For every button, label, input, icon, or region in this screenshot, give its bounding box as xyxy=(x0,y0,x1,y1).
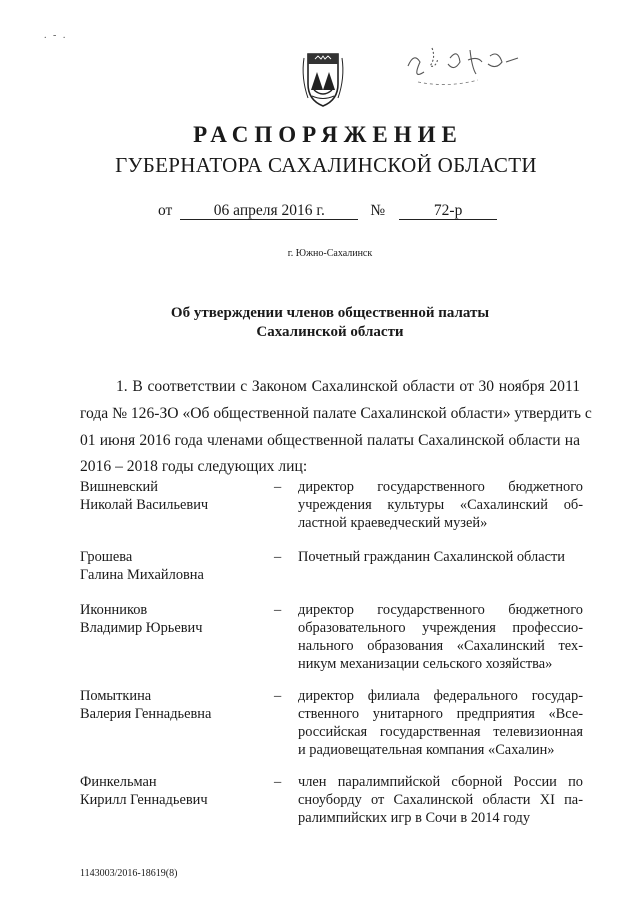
paragraph-line: года № 126-ЗО «Об общественной палате Сахалинской области» утвердить с xyxy=(80,404,592,422)
member-dash: – xyxy=(274,774,282,790)
member-given-name: Владимир Юрьевич xyxy=(80,620,203,636)
member-given-name: Валерия Геннадьевна xyxy=(80,706,212,722)
description-line: нального образования «Сахалинский тех- xyxy=(298,638,583,654)
document-subtitle: ГУБЕРНАТОРА САХАЛИНСКОЙ ОБЛАСТИ xyxy=(115,153,537,177)
member-description xyxy=(298,687,583,759)
description-line: директор филиала федерального государ- xyxy=(298,688,583,704)
description-line: и радиовещательная компания «Сахалин» xyxy=(298,742,555,758)
description-line: ственного унитарного предприятия «Все- xyxy=(298,706,583,722)
member-given-name: Николай Васильевич xyxy=(80,497,209,513)
description-line: никум механизации сельского хозяйства» xyxy=(298,656,553,672)
member-dash: – xyxy=(274,602,282,618)
description-line: ралимпийских игр в Сочи в 2014 году xyxy=(298,810,531,826)
paragraph-line: 01 июня 2016 года членами общественной палаты Сахалинской области на xyxy=(80,431,580,449)
heading-line-1: Об утверждении членов общественной палаты xyxy=(170,305,490,321)
member-given-name: Кирилл Геннадьевич xyxy=(80,792,208,808)
member-dash: – xyxy=(274,479,282,495)
member-surname: Финкельман xyxy=(80,774,157,790)
date-from-label: от xyxy=(158,202,173,219)
main-paragraph xyxy=(80,374,592,481)
description-line: российская государственная телевизионная xyxy=(298,724,583,740)
order-heading xyxy=(10,304,640,342)
member-surname: Иконников xyxy=(80,602,148,618)
member-surname: Грошева xyxy=(80,549,133,565)
description-line: Почетный гражданин Сахалинской области xyxy=(298,549,565,565)
member-name xyxy=(80,687,270,723)
description-line: образовательного учреждения профессио- xyxy=(298,620,583,636)
document-title: РАСПОРЯЖЕНИЕ xyxy=(193,122,463,147)
description-line: член паралимпийской сборной России по xyxy=(298,774,583,790)
paragraph-line: 2016 – 2018 годы следующих лиц: xyxy=(80,458,308,476)
heading-line-2: Сахалинской области xyxy=(256,324,404,340)
member-name xyxy=(80,601,270,637)
member-dash: – xyxy=(274,688,282,704)
dateline xyxy=(158,202,497,220)
member-name xyxy=(80,773,270,809)
member-given-name: Галина Михайловна xyxy=(80,567,204,583)
member-surname: Вишневский xyxy=(80,479,158,495)
date-field: 06 апреля 2016 г. xyxy=(180,202,358,220)
description-line: ластной краеведческий музей» xyxy=(298,515,488,531)
description-line: директор государственного бюджетного xyxy=(298,602,583,618)
member-description xyxy=(298,601,583,673)
member-description xyxy=(298,478,583,532)
description-line: сноуборду от Сахалинской области XI па- xyxy=(298,792,583,808)
member-description xyxy=(298,773,583,827)
place-of-issue: г. Южно-Сахалинск xyxy=(287,248,373,259)
scan-mark: . - . xyxy=(44,30,68,41)
member-description xyxy=(298,548,583,566)
member-name xyxy=(80,478,270,514)
sakhalin-coat-of-arms-icon xyxy=(300,50,346,108)
member-dash: – xyxy=(274,549,282,565)
member-name xyxy=(80,548,270,584)
description-line: учреждения культуры «Сахалинский об- xyxy=(298,497,583,513)
number-field: 72-р xyxy=(399,202,497,220)
paragraph-line: 1. В соответствии с Законом Сахалинской области от 30 ноября 2011 xyxy=(116,378,580,395)
document-registration-code: 1143003/2016-18619(8) xyxy=(80,868,178,879)
number-label: № xyxy=(370,202,386,219)
handwritten-annotation xyxy=(398,36,528,96)
member-surname: Помыткина xyxy=(80,688,152,704)
description-line: директор государственного бюджетного xyxy=(298,479,583,495)
